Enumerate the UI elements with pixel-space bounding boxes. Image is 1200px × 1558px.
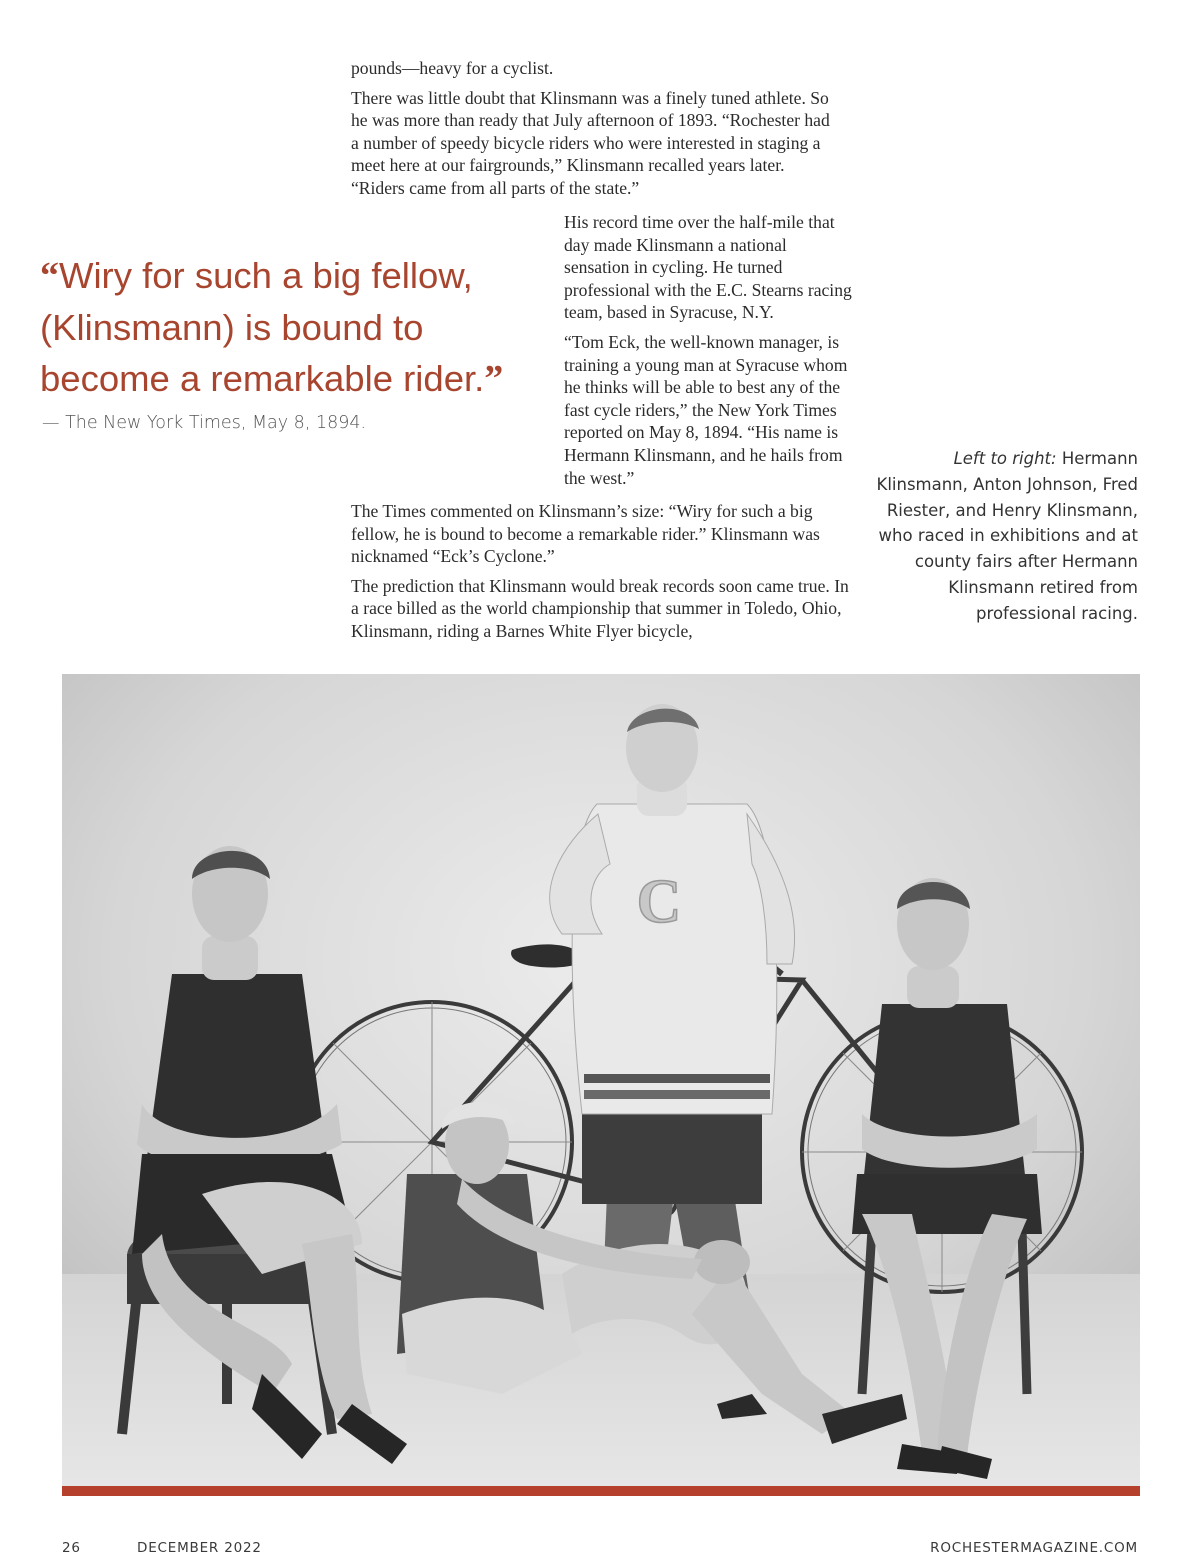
paragraph: pounds—heavy for a cyclist. (351, 58, 554, 78)
body-column-top (351, 57, 841, 207)
body-column-narrow (564, 211, 854, 496)
sweater-letter: C (636, 868, 682, 936)
paragraph: His record time over the half-mile that day made Klinsmann a national sensation in cycling. He turned professional with the E.C. Stearns racing team, based in Syracuse, N.Y. (564, 212, 852, 323)
photo-caption (870, 446, 1138, 627)
pull-quote-text: Wiry for such a big fellow, (Klinsmann) is bound to become a remarkable rider. (40, 255, 485, 399)
body-column-bottom (351, 500, 851, 650)
paragraph: The prediction that Klinsmann would break records soon came true. In a race billed as the world championship that summer in Toledo, Ohio, Klinsmann, riding a Barnes White Flyer bicycle, (351, 575, 849, 641)
paragraph: There was little doubt that Klinsmann was a finely tuned athlete. So he was more than ready that July afternoon of 1893. “Rochester had a number of speedy bicycle riders who were interested in staging a meet here at our fairgrounds,” Klinsmann recalled years later. “Riders came from all parts of the state.” (351, 87, 830, 198)
page-number: 26 (62, 1540, 81, 1556)
pull-quote-attribution: — The New York Times, May 8, 1894. (42, 413, 367, 433)
issue-date: DECEMBER 2022 (137, 1540, 262, 1556)
close-quote-mark: ” (484, 358, 504, 400)
caption-lead: Left to right: (953, 449, 1057, 468)
cyclists-photo (62, 674, 1140, 1486)
cyclists-illustration (62, 674, 1140, 1486)
site-url[interactable]: ROCHESTERMAGAZINE.COM (930, 1540, 1138, 1556)
open-quote-mark: “ (40, 255, 59, 297)
caption-text: Hermann Klinsmann, Anton Johnson, Fred Riester, and Henry Klinsmann, who raced in exhibitions and at county fairs after Hermann Klinsmann retired from professional racing. (876, 449, 1138, 623)
paragraph: The Times commented on Klinsmann’s size: “Wiry for such a big fellow, he is bound to become a remarkable rider.” Klinsmann was nicknamed “Eck’s Cyclone.” (351, 501, 820, 567)
paragraph: “Tom Eck, the well-known manager, is training a young man at Syracuse whom he thinks will be able to best any of the fast cycle riders,” the New York Times reported on May 8, 1894. “His name is Hermann Klinsmann, and he hails from the west.” (564, 331, 848, 488)
pull-quote (40, 250, 560, 405)
footer-rule (62, 1486, 1140, 1496)
